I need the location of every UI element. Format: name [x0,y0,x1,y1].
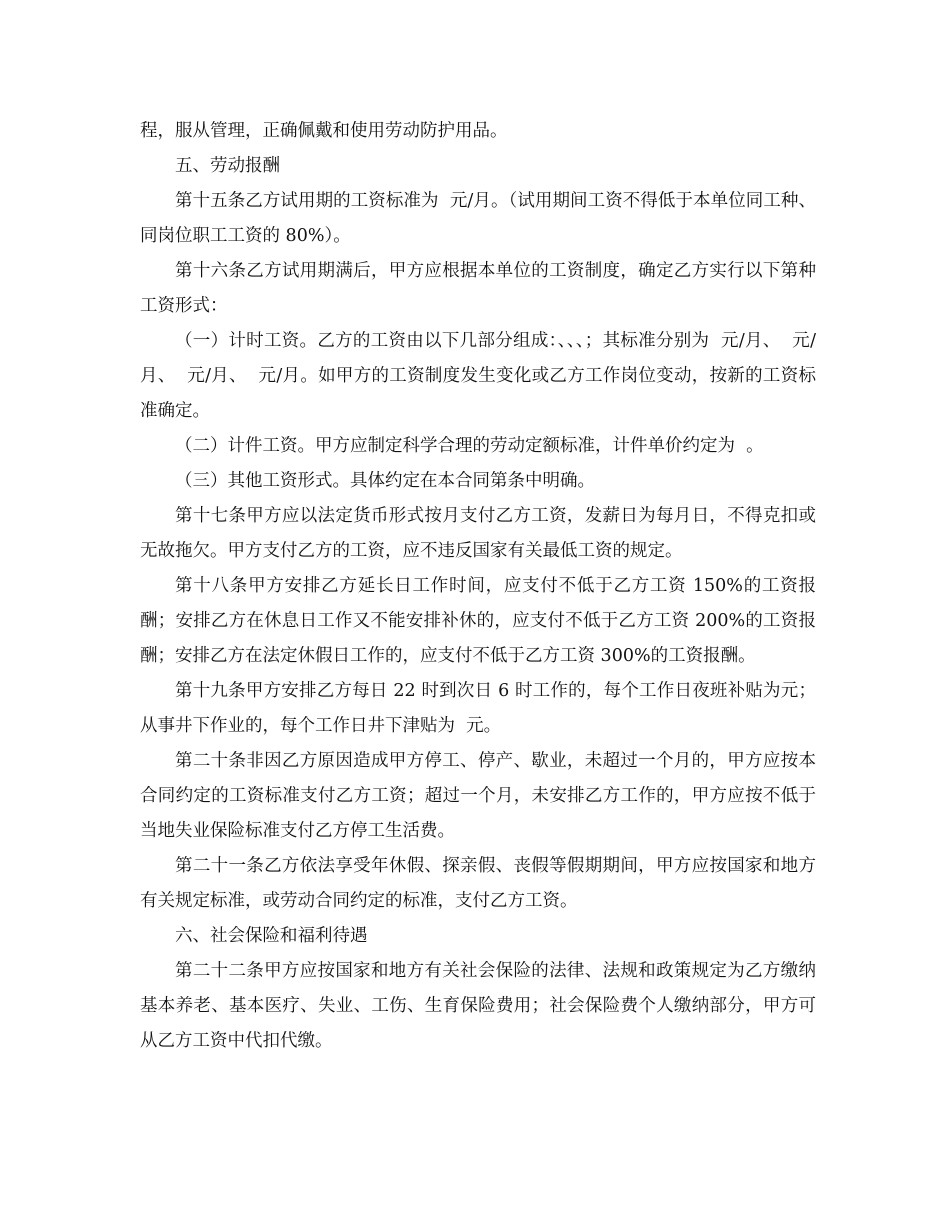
section-heading-labor-remuneration: 五、劳动报酬 [175,156,280,176]
clause-piece-wage: （二）计件工资。甲方应制定科学合理的劳动定额标准，计件单价约定为 。 [175,436,764,456]
paragraph-continuation: 程，服从管理，正确佩戴和使用劳动防护用品。 [140,121,508,141]
document-body [140,114,816,1059]
section-heading-social-insurance: 六、社会保险和福利待遇 [175,926,368,946]
article-17: 第十七条甲方应以法定货币形式按月支付乙方工资，发薪日为每月日，不得克扣或无故拖欠。甲方支付乙方的工资，应不违反国家有关最低工资的规定。 [140,506,816,561]
article-22: 第二十二条甲方应按国家和地方有关社会保险的法律、法规和政策规定为乙方缴纳基本养老、基本医疗、失业、工伤、生育保险费用；社会保险费个人缴纳部分，甲方可从乙方工资中代扣代缴。 [140,961,816,1051]
article-19: 第十九条甲方安排乙方每日 22 时到次日 6 时工作的，每个工作日夜班补贴为元；从事井下作业的，每个工作日井下津贴为 元。 [140,681,816,736]
article-16: 第十六条乙方试用期满后，甲方应根据本单位的工资制度，确定乙方实行以下第种工资形式： [140,261,816,316]
article-15: 第十五条乙方试用期的工资标准为 元/月。（试用期间工资不得低于本单位同工种、同岗位职工工资的 80%）。 [140,191,816,246]
clause-other-wage: （三）其他工资形式。具体约定在本合同第条中明确。 [175,471,595,491]
clause-time-wage: （一）计时工资。乙方的工资由以下几部分组成：、、、；其标准分别为 元/月、 元/月、 元/月、 元/月。如甲方的工资制度发生变化或乙方工作岗位变动，按新的工资标准确定。 [140,331,816,421]
article-20: 第二十条非因乙方原因造成甲方停工、停产、歇业，未超过一个月的，甲方应按本合同约定的工资标准支付乙方工资；超过一个月，未安排乙方工作的，甲方应按不低于当地失业保险标准支付乙方停工生活费。 [140,751,816,841]
article-21: 第二十一条乙方依法享受年休假、探亲假、丧假等假期期间，甲方应按国家和地方有关规定标准，或劳动合同约定的标准，支付乙方工资。 [140,856,816,911]
article-18: 第十八条甲方安排乙方延长日工作时间，应支付不低于乙方工资 150%的工资报酬；安排乙方在休息日工作又不能安排补休的，应支付不低于乙方工资 200%的工资报酬；安排乙方在法定休假日工作的，应支付不低于乙方工资 300%的工资报酬。 [140,576,816,666]
